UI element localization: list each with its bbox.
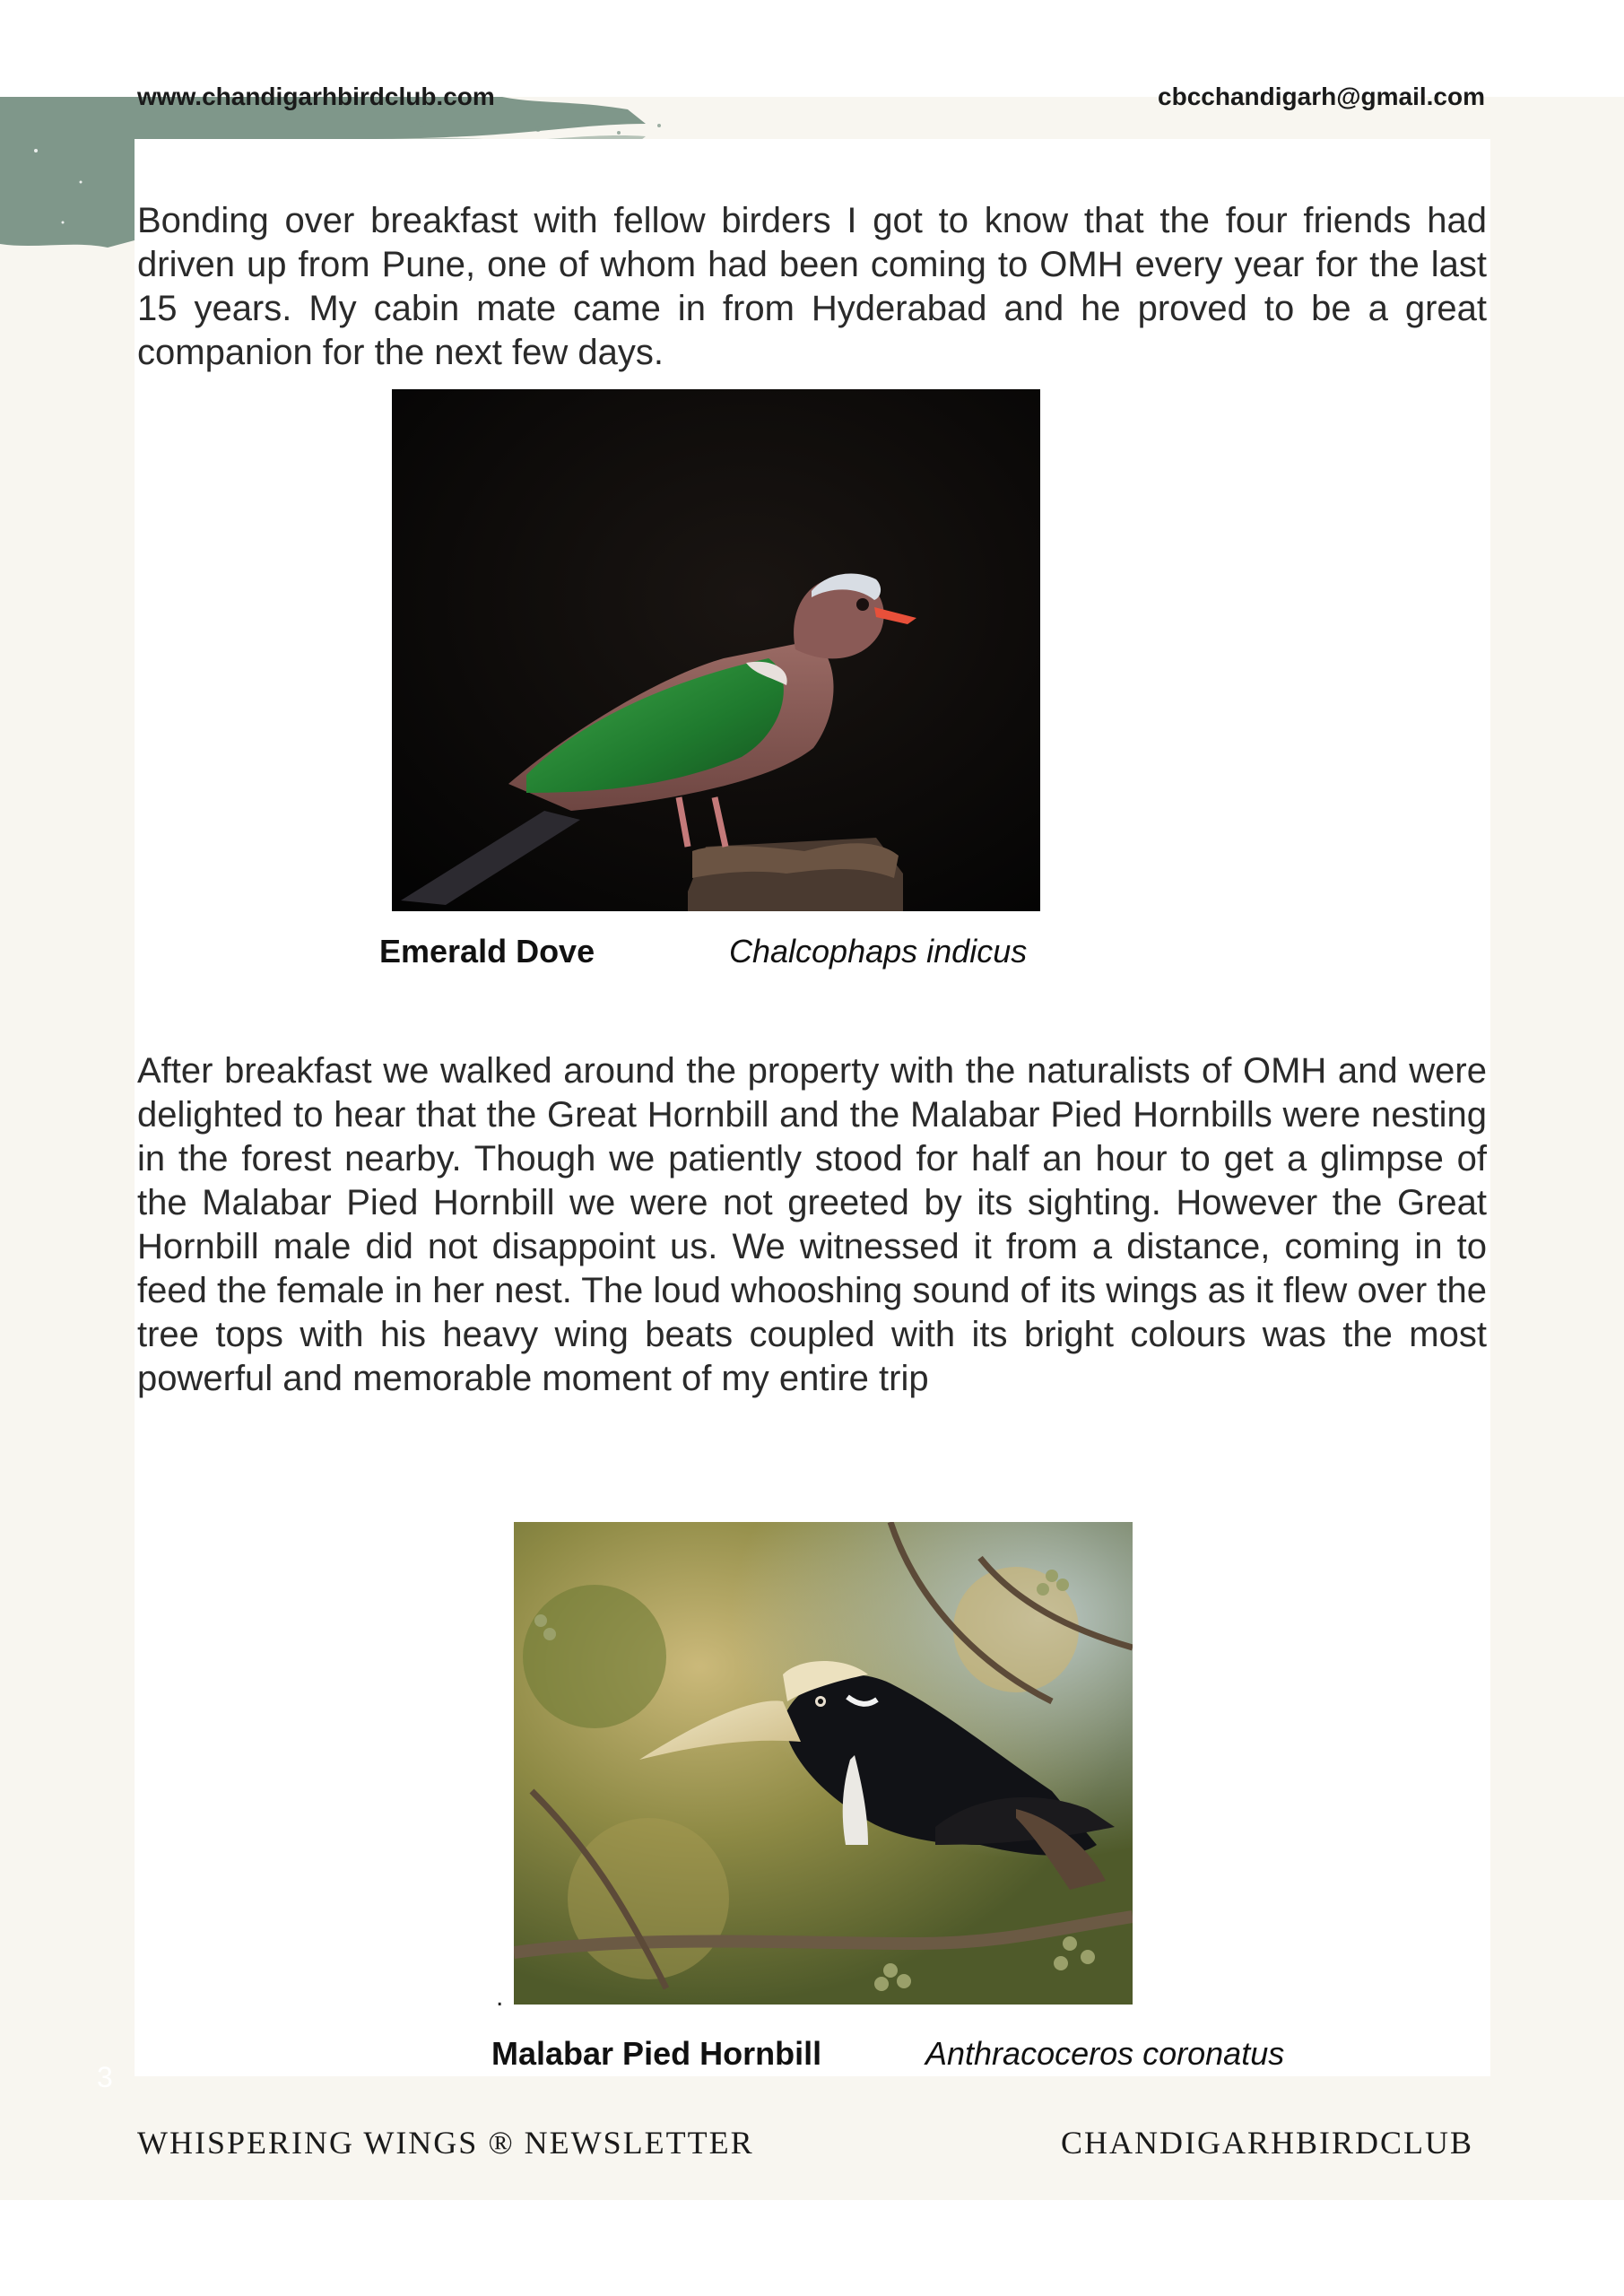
emerald-dove-photo (392, 389, 1040, 911)
page-number: 3 (97, 2061, 113, 2093)
stray-mark: . (496, 1982, 504, 2012)
paragraph-hornbill: After breakfast we walked around the property with the naturalists of OMH and were delighted to hear that the Great Hornbill and the Malabar Pied Hornbills were nesting in the forest nearby. Though we patiently stood for half an hour to get a glimpse of the Malabar Pied Hornbill we were not greeted by its sighting. However the Great Hornbill male did not disappoint us. We witnessed it from a distance, coming in to feed the female in her nest. The loud whooshing sound of its wings as it flew over the tree tops with his heavy wing beats coupled with its bright colours was the most powerful and memorable moment of my entire trip (137, 1051, 1487, 1398)
email-link[interactable]: cbcchandigarh@gmail.com (1158, 83, 1485, 110)
emerald-dove-common-name: Emerald Dove (379, 933, 595, 970)
website-link[interactable]: www.chandigarhbirdclub.com (137, 83, 495, 110)
hornbill-common-name: Malabar Pied Hornbill (491, 2035, 822, 2072)
hornbill-scientific-name: Anthracoceros coronatus (925, 2035, 1285, 2072)
paragraph-breakfast: Bonding over breakfast with fellow birders I got to know that the four friends had driven up from Pune, one of whom had been coming to OMH every year for the last 15 years. My cabin mate came in from Hyderabad and he proved to be a great companion for the next few days. (137, 201, 1487, 372)
footer-club-name: CHANDIGARHBIRDCLUB (1060, 2125, 1473, 2161)
footer-newsletter-title: WHISPERING WINGS ® NEWSLETTER (137, 2125, 754, 2161)
emerald-dove-scientific-name: Chalcophaps indicus (729, 933, 1028, 970)
malabar-pied-hornbill-photo (514, 1522, 1133, 2005)
